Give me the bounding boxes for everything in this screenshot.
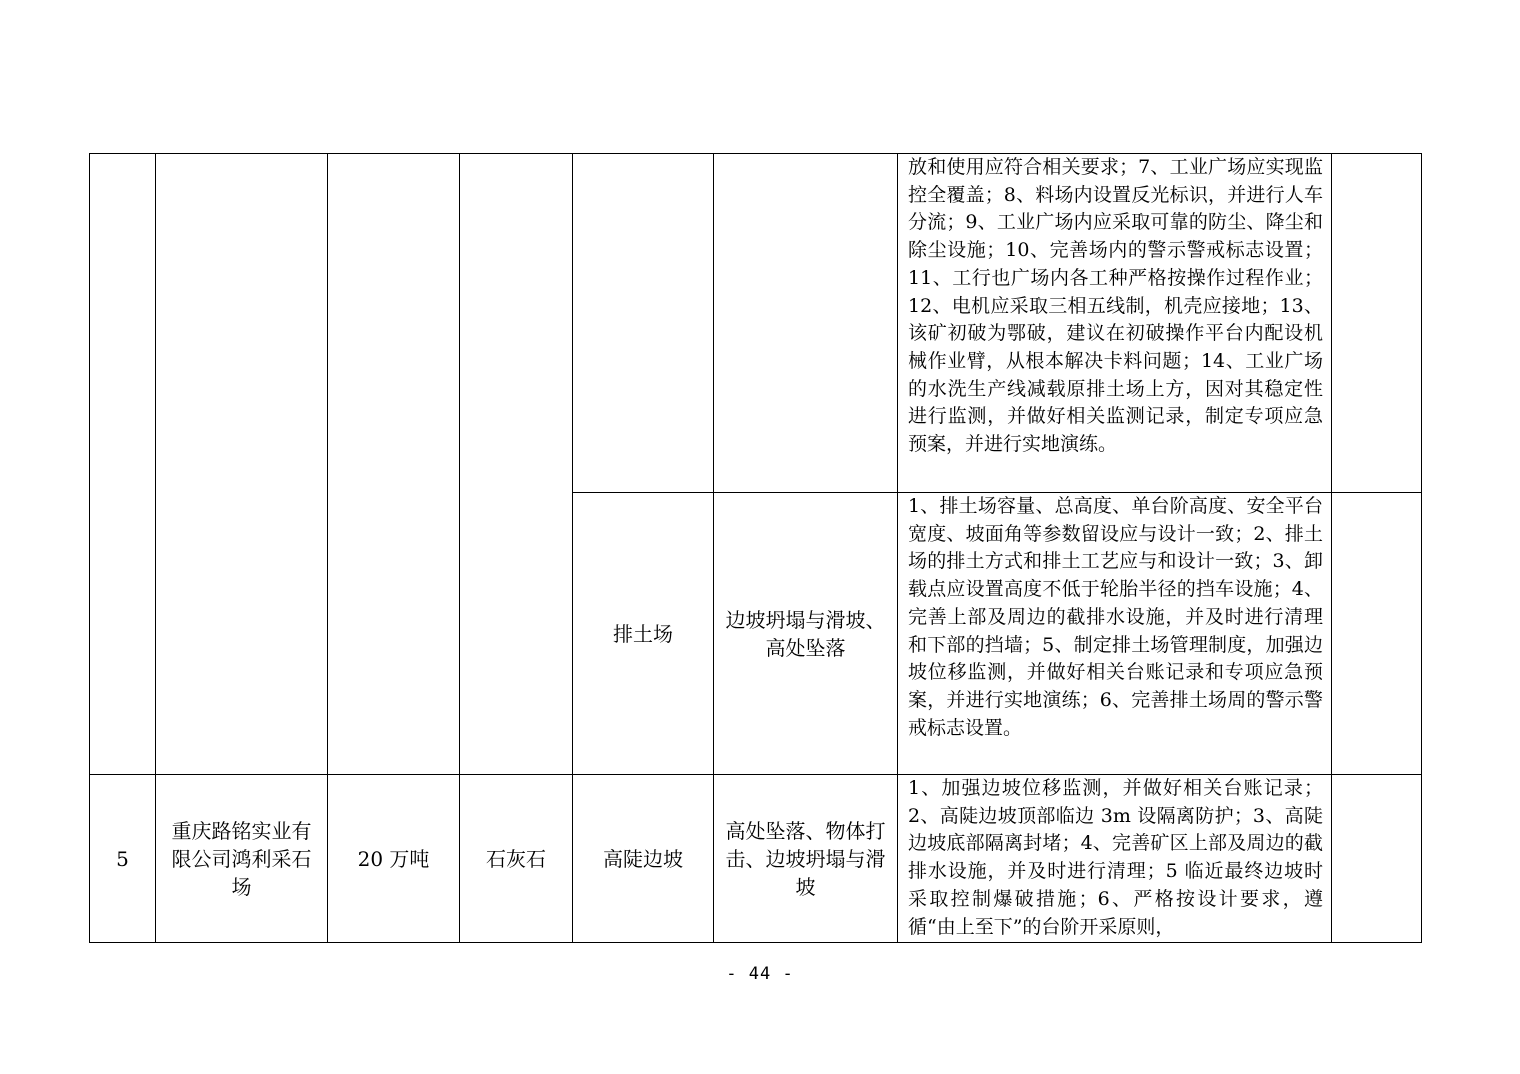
remark-cell xyxy=(1332,154,1422,493)
remark-cell xyxy=(1332,775,1422,943)
hazard-measures-table xyxy=(89,153,1422,943)
risk-type-cell: 边坡坍塌与滑坡、高处坠落 xyxy=(714,493,898,775)
measures-cell: 1、排土场容量、总高度、单台阶高度、安全平台宽度、坡面角等参数留设应与设计一致；2、排土场的排土方式和排土工艺应与和设计一致；3、卸载点应设置高度不低于轮胎半径的挡车设施；4、完善上部及周边的截排水设施，并及时进行清理和下部的挡墙；5、制定排土场管理制度，加强边坡位移监测，并做好相关台账记录和专项应急预案，并进行实地演练；6、完善排土场周的警示警戒标志设置。 xyxy=(898,493,1332,775)
remark-cell xyxy=(1332,493,1422,775)
mineral-cell: 石灰石 xyxy=(460,775,573,943)
risk-type-cell: 高处坠落、物体打击、边坡坍塌与滑坡 xyxy=(714,775,898,943)
mineral-cell-merged xyxy=(460,154,573,775)
hazard-area-cell: 高陡边坡 xyxy=(573,775,714,943)
no-cell: 5 xyxy=(90,775,156,943)
table-row xyxy=(90,775,1422,943)
hazard-area-cell xyxy=(573,154,714,493)
page-number: - 44 - xyxy=(726,964,794,984)
table-row xyxy=(90,154,1422,493)
hazard-area-cell: 排土场 xyxy=(573,493,714,775)
scale-cell: 20 万吨 xyxy=(328,775,460,943)
scale-cell-merged xyxy=(328,154,460,775)
no-cell-merged xyxy=(90,154,156,775)
measures-cell: 放和使用应符合相关要求；7、工业广场应实现监控全覆盖；8、料场内设置反光标识，并进行人车分流；9、工业广场内应采取可靠的防尘、降尘和除尘设施；10、完善场内的警示警戒标志设置；11、工行也广场内各工种严格按操作过程作业；12、电机应采取三相五线制，机壳应接地；13、该矿初破为鄂破，建议在初破操作平台内配设机械作业臂，从根本解决卡料问题；14、工业广场的水洗生产线减载原排土场上方，因对其稳定性进行监测，并做好相关监测记录，制定专项应急预案，并进行实地演练。 xyxy=(898,154,1332,493)
risk-type-cell xyxy=(714,154,898,493)
company-cell: 重庆路铭实业有限公司鸿利采石场 xyxy=(156,775,328,943)
company-cell-merged xyxy=(156,154,328,775)
measures-cell: 1、加强边坡位移监测，并做好相关台账记录；2、高陡边坡顶部临边 3m 设隔离防护；3、高陡边坡底部隔离封堵；4、完善矿区上部及周边的截排水设施，并及时进行清理；5 临近最终边坡时采取控制爆破措施；6、严格按设计要求，遵循“由上至下”的台阶开采原则， xyxy=(898,775,1332,943)
